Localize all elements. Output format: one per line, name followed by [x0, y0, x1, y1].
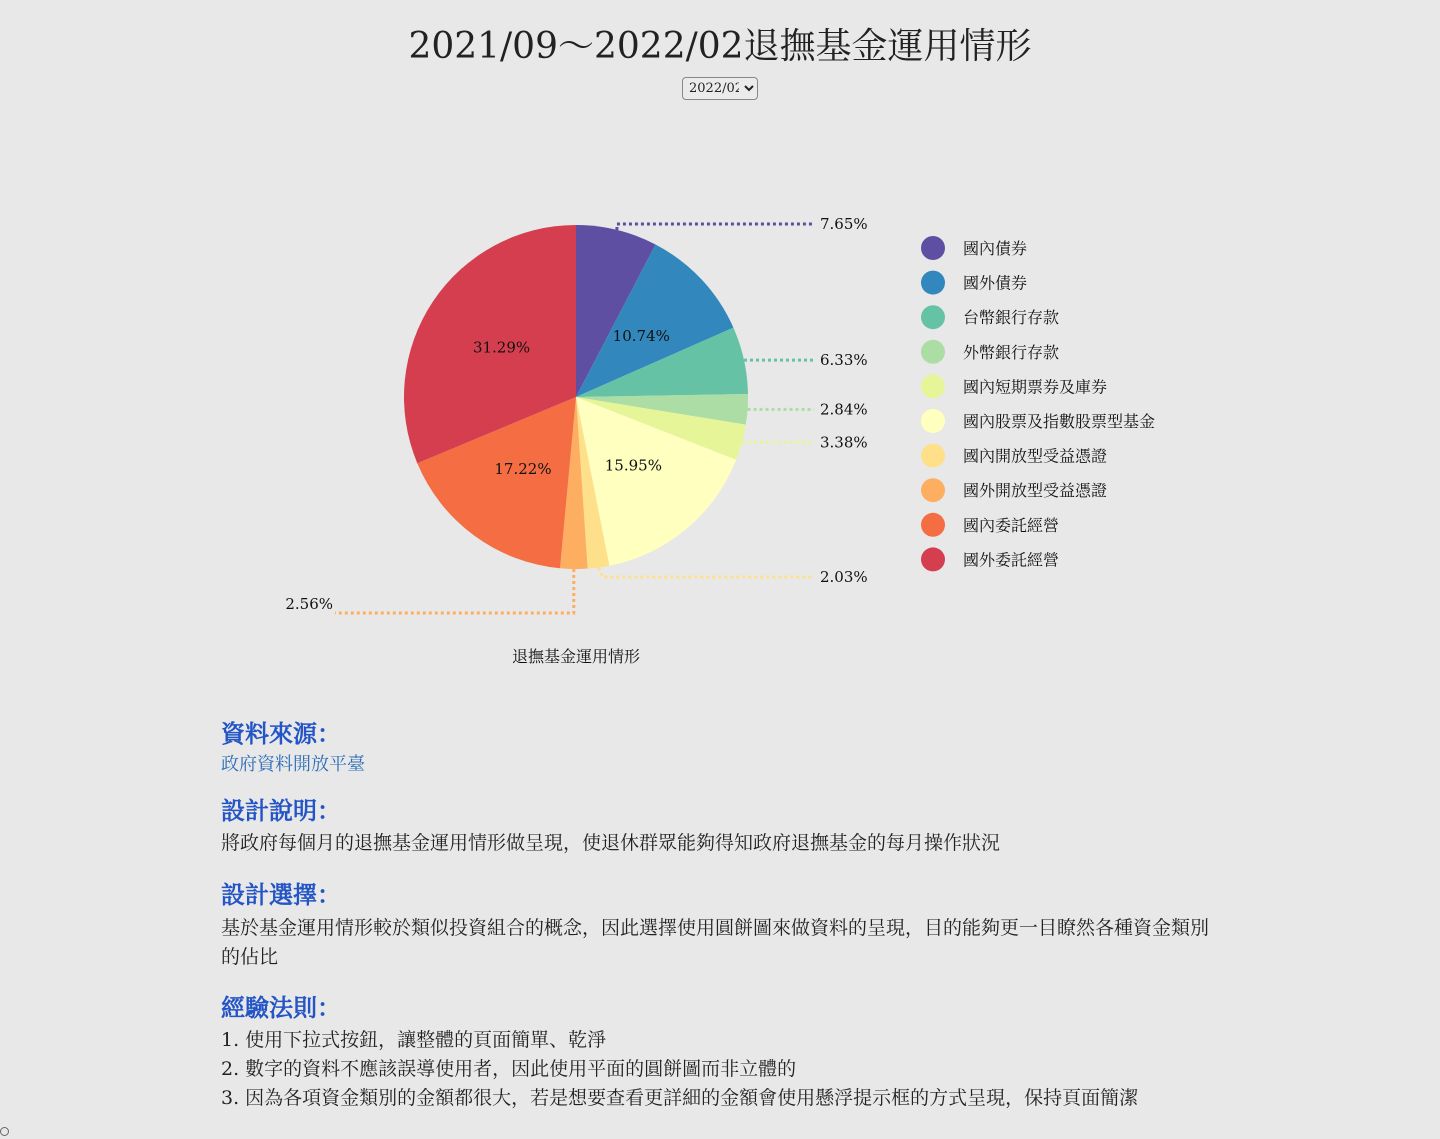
legend-swatch: [921, 513, 945, 537]
page-title: 2021/09～2022/02退撫基金運用情形: [408, 26, 1032, 67]
legend-label: 國外債券: [963, 273, 1028, 293]
slice-label: 6.33%: [820, 351, 868, 370]
corner-radio-icon: [0, 1127, 9, 1136]
legend-label: 國外委託經營: [963, 550, 1060, 570]
legend-label: 台幣銀行存款: [963, 308, 1060, 328]
legend-label: 國內委託經營: [963, 515, 1060, 535]
slice-label: 3.38%: [820, 433, 868, 452]
design-heading: 設計說明：: [221, 796, 341, 825]
legend-label: 國內債券: [963, 239, 1028, 258]
rule-item: 1. 使用下拉式按鈕，讓整體的頁面簡單、乾淨: [221, 1029, 607, 1051]
slice-label: 2.03%: [820, 568, 868, 586]
legend-swatch: [921, 409, 945, 433]
leader-line: [617, 224, 814, 230]
pie-slices: [404, 225, 748, 569]
legend-swatch: [921, 305, 945, 329]
legend-swatch: [921, 271, 945, 295]
legend-swatch: [921, 478, 945, 502]
legend-swatch: [921, 340, 945, 364]
design-description: 將政府每個月的退撫基金運用情形做呈現，使退休群眾能夠得知政府退撫基金的每月操作狀況: [221, 832, 1001, 854]
legend-swatch: [921, 374, 945, 398]
legend-swatch: [921, 236, 945, 260]
rule-item: 3. 因為各項資金類別的金額都很大，若是想要查看更詳細的金額會使用懸浮提示框的方式呈現，保持頁面簡潔: [221, 1087, 1139, 1109]
choice-description: 基於基金運用情形較於類似投資組合的概念，因此選擇使用圓餅圖來做資料的呈現，目的能夠更一目瞭然各種資金類別的佔比: [221, 917, 1210, 968]
slice-label: 7.65%: [820, 214, 868, 233]
chart-caption: 退撫基金運用情形: [511, 647, 641, 666]
legend-swatch: [921, 444, 945, 468]
slice-label: 2.84%: [820, 400, 868, 419]
slice-label: 2.56%: [285, 595, 333, 613]
slice-label: 15.95%: [604, 456, 662, 475]
rule-item: 2. 數字的資料不應該誤導使用者，因此使用平面的圓餅圖而非立體的: [221, 1058, 797, 1080]
leader-line: [599, 568, 814, 577]
rules-list: [221, 1026, 1138, 1113]
legend-swatch: [921, 547, 945, 571]
choice-heading: 設計選擇：: [221, 880, 341, 909]
rules-heading: 經驗法則：: [221, 993, 341, 1022]
leader-line: [335, 569, 574, 613]
legend-label: 國外開放型受益憑證: [963, 481, 1108, 501]
source-link[interactable]: 政府資料開放平臺: [221, 754, 365, 775]
source-heading: 資料來源：: [221, 719, 341, 748]
legend-label: 國內短期票券及庫券: [963, 377, 1108, 397]
legend-label: 國內股票及指數股票型基金: [963, 412, 1156, 431]
chart-legend: [921, 236, 1155, 571]
legend-label: 外幣銀行存款: [963, 342, 1060, 362]
slice-label: 17.22%: [494, 460, 552, 479]
legend-label: 國內開放型受益憑證: [963, 446, 1108, 466]
slice-label: 10.74%: [612, 326, 670, 345]
slice-label: 31.29%: [472, 338, 531, 357]
